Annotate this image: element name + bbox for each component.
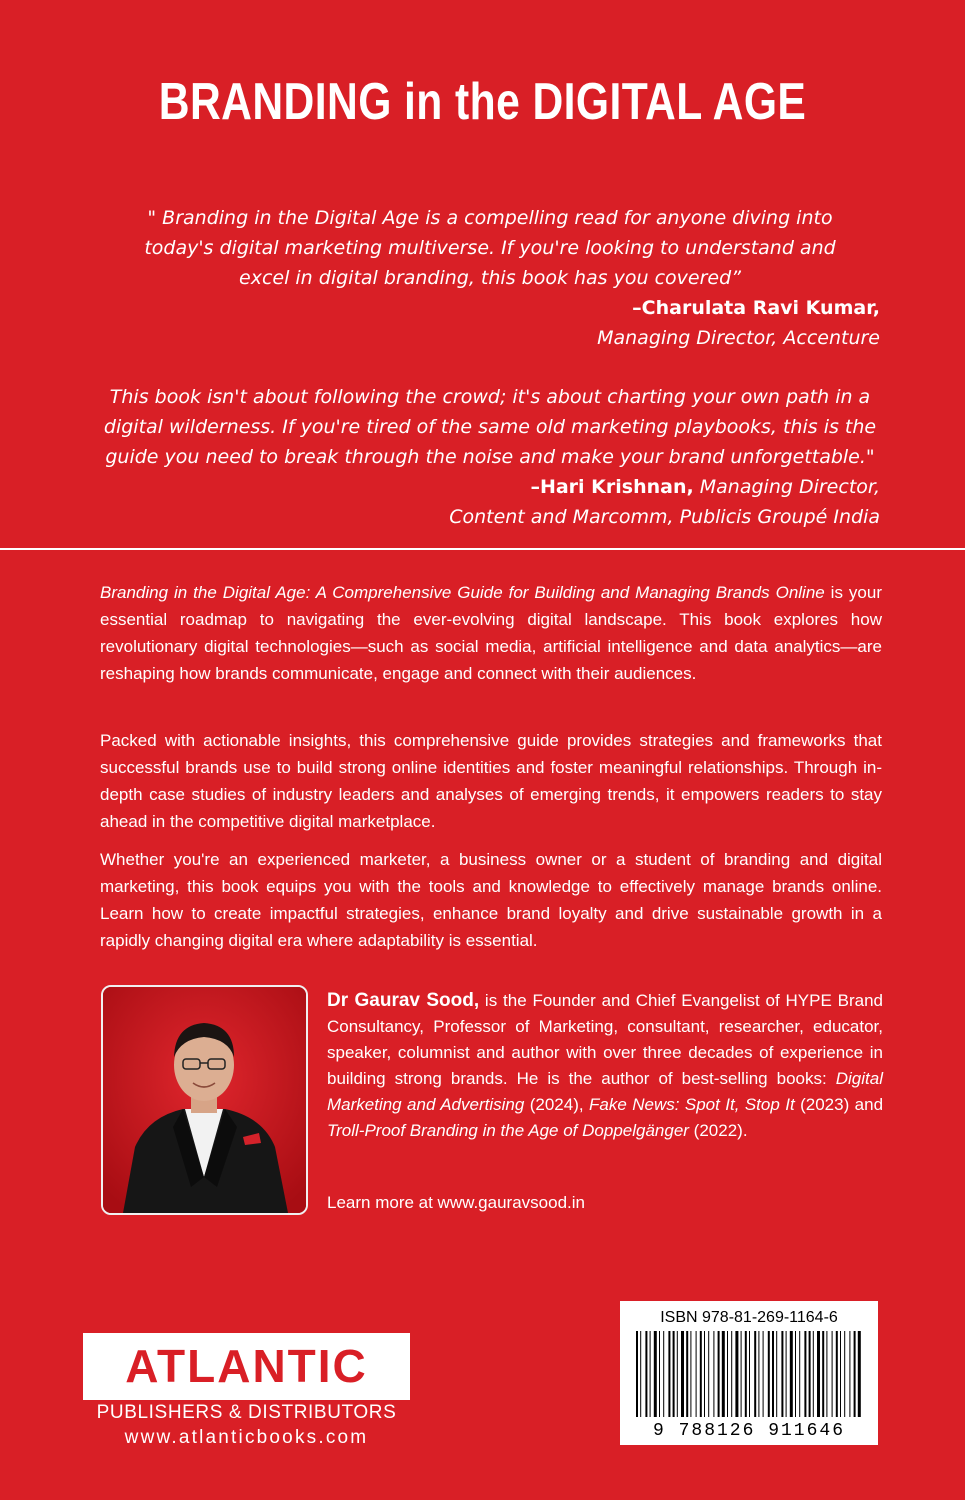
author-bio-intro: is the Founder and Chief Evangelist of HYPE Brand Consultancy, Professor of Marketing, consultant, researcher, educator, speaker, columnist and author with over three decades of experience in building strong brands. He is the author of best-selling books: xyxy=(327,991,883,1088)
testimonial-author-role-line2: Content and Marcomm, Publicis Groupé India xyxy=(449,506,880,528)
testimonial-2 xyxy=(100,382,880,532)
author-book-2-year: (2023) and xyxy=(794,1095,884,1114)
testimonial-author-name: –Charulata Ravi Kumar, xyxy=(632,297,880,319)
description-paragraph-2: Packed with actionable insights, this comprehensive guide provides strategies and frameworks that successful brands use to build strong online identities and foster meaningful relationships. Through in-depth case studies of industry leaders and analyses of emerging trends, it empowers readers to stay ahead in the competitive digital marketplace. xyxy=(100,731,882,831)
testimonial-attribution xyxy=(100,472,880,502)
author-book-3-year: (2022). xyxy=(688,1121,748,1140)
isbn-barcode xyxy=(620,1301,878,1445)
testimonial-text: This book isn't about following the crowd; it's about charting your own path in a digital wilderness. If you're tired of the same old marketing playbooks, this is the guide you need to break through the noise and make your brand unforgettable." xyxy=(103,386,877,468)
description-paragraph-1 xyxy=(100,579,882,687)
publisher-name: PUBLISHERS & DISTRIBUTORS xyxy=(96,1402,397,1423)
author-book-2: Fake News: Spot It, Stop It xyxy=(589,1095,795,1114)
testimonial-text: " Branding in the Digital Age is a compelling read for anyone diving into today's digital marketing multiverse. If you're looking to understand and excel in digital branding, this book has you covered” xyxy=(144,207,836,289)
barcode-digits: 9 788126 911646 xyxy=(652,1421,846,1441)
author-photo xyxy=(101,985,308,1215)
author-book-1-year: (2024), xyxy=(524,1095,590,1114)
section-divider xyxy=(0,548,965,550)
description-lead-title: Branding in the Digital Age: A Comprehensive Guide for Building and Managing Brands Online xyxy=(100,583,825,602)
description-p1-text: is your essential roadmap to navigating the ever-evolving digital landscape. This book explores how revolutionary digital technologies—such as social media, artificial intelligence and data analytics—are reshaping how brands communicate, engage and connect with their audiences. xyxy=(100,583,882,683)
book-title: BRANDING in the DIGITAL AGE xyxy=(158,73,807,131)
description-paragraph-3: Whether you're an experienced marketer, a business owner or a student of branding and digital marketing, this book equips you with the tools and knowledge to effectively manage brands online. Learn how to create impactful strategies, enhance brand loyalty and drive sustainable growth in a rapidly changing digital era where adaptability is essential. xyxy=(100,850,882,950)
author-book-3: Troll-Proof Branding in the Age of Doppelgänger xyxy=(327,1121,689,1140)
author-bio xyxy=(327,988,883,1144)
testimonial-attribution xyxy=(100,293,880,323)
isbn-label: ISBN 978-81-269-1164-6 xyxy=(660,1309,838,1326)
author-website-line: Learn more at www.gauravsood.in xyxy=(327,1193,585,1212)
publisher-website: www.atlanticbooks.com xyxy=(124,1427,369,1448)
barcode-bars xyxy=(634,1331,864,1417)
author-book-1: Digital Marketing and Advertising xyxy=(327,1069,883,1114)
author-name: Dr Gaurav Sood, xyxy=(327,990,480,1011)
testimonial-author-role-line2: Managing Director, Accenture xyxy=(597,327,880,349)
testimonial-1 xyxy=(100,203,880,353)
publisher-logo: ATLANTIC xyxy=(83,1333,410,1400)
testimonial-author-name: –Hari Krishnan, xyxy=(530,476,694,498)
testimonial-author-role: Managing Director, xyxy=(693,476,880,498)
